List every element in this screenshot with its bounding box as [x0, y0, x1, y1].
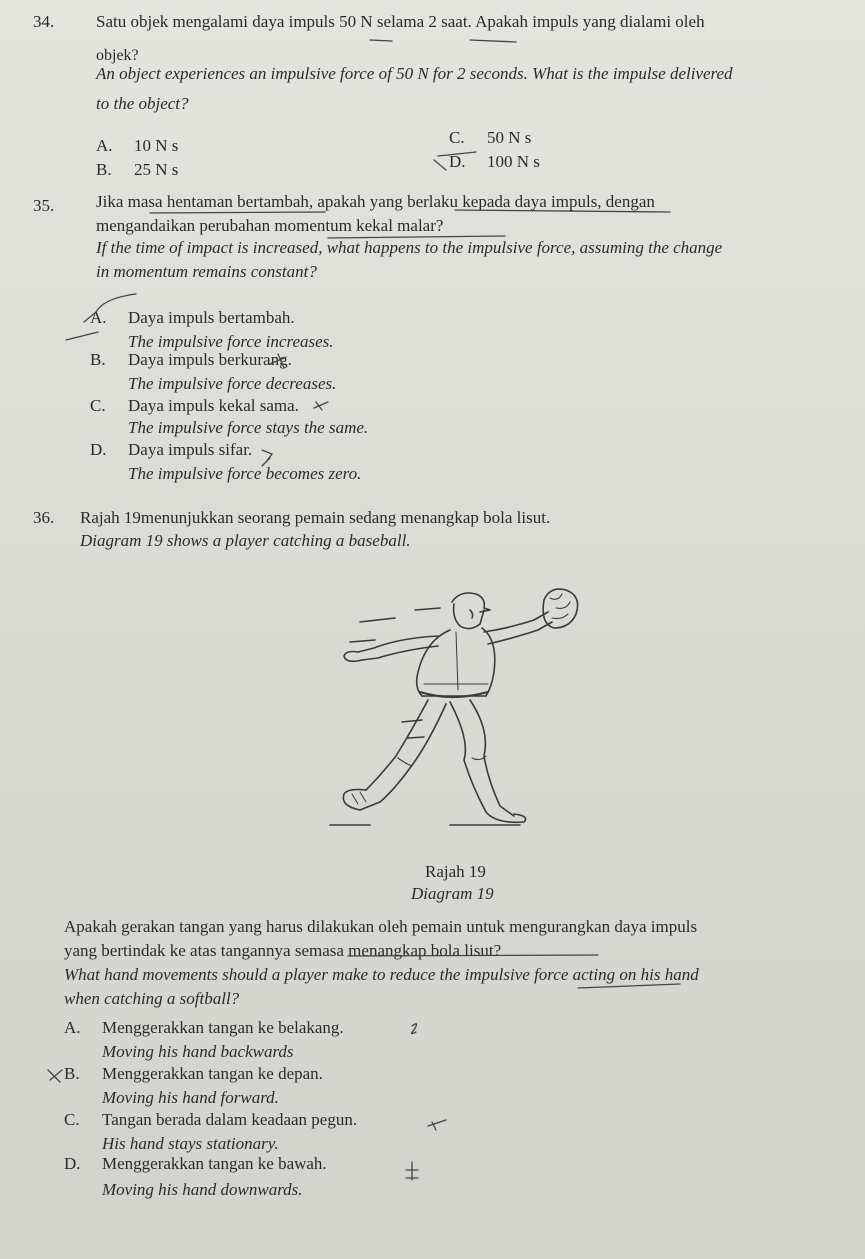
- q34-option-c[interactable]: C. 50 N s: [449, 128, 532, 147]
- q35-malay-line-2: mengandaikan perubahan momentum kekal malar?: [96, 216, 444, 235]
- q36-malay-question-line-2: yang bertindak ke atas tangannya semasa menangkap bola lisut?: [64, 941, 502, 960]
- q34-english-line-2: to the object?: [96, 94, 189, 113]
- q34-option-a[interactable]: A. 10 N s: [96, 136, 179, 155]
- diagram-caption-malay: Rajah 19: [425, 862, 486, 881]
- q34-option-b[interactable]: B. 25 N s: [96, 160, 179, 179]
- q36-english-question-line-2: when catching a softball?: [64, 989, 240, 1008]
- q36-number: 36.: [33, 508, 55, 527]
- q35-english-line-1: If the time of impact is increased, what happens to the impulsive force, assuming the change: [96, 238, 723, 257]
- q34-option-d[interactable]: D. 100 N s: [449, 152, 540, 171]
- q36-malay-question-line-1: Apakah gerakan tangan yang harus dilakukan oleh pemain untuk mengurangkan daya impuls: [64, 917, 698, 936]
- q35-malay-line-1: Jika masa hentaman bertambah, apakah yang berlaku kepada daya impuls, dengan: [96, 192, 655, 211]
- q36-malay-intro: Rajah 19menunjukkan seorang pemain sedang menangkap bola lisut.: [80, 508, 551, 527]
- q36-english-intro: Diagram 19 shows a player catching a baseball.: [80, 531, 411, 550]
- q35-number: 35.: [33, 196, 55, 215]
- q36-english-question-line-1: What hand movements should a player make to reduce the impulsive force acting on his hand: [64, 965, 699, 984]
- diagram-caption-english: Diagram 19: [411, 884, 494, 903]
- q34-malay-line-1: Satu objek mengalami daya impuls 50 N selama 2 saat. Apakah impuls yang dialami oleh: [96, 12, 705, 31]
- q35-english-line-2: in momentum remains constant?: [96, 262, 317, 281]
- q34-english-line-1: An object experiences an impulsive force of 50 N for 2 seconds. What is the impulse delivered: [96, 64, 733, 83]
- q34-number: 34.: [33, 12, 55, 31]
- q34-malay-line-2: objek?: [96, 47, 139, 64]
